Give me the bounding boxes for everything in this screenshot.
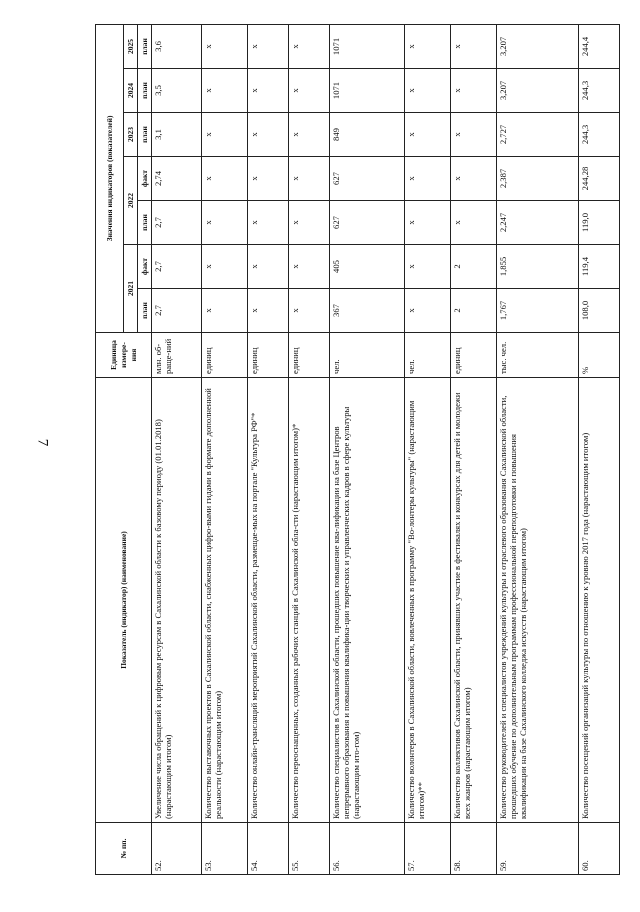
value-cell: х: [288, 289, 329, 333]
value-cell: х: [247, 24, 288, 68]
value-cell: х: [451, 69, 497, 113]
row-number: 59.: [496, 823, 578, 875]
value-cell: х: [405, 289, 451, 333]
table-row: [496, 24, 578, 874]
indicator-name: Количество выставочных проектов в Сахалинской области, снабженных цифро-выми гидами в формате дополненной реальности (нарастающим итогом): [202, 378, 248, 823]
header-name: Показатель (индикатор) (наименование): [96, 378, 152, 823]
value-cell: 3,5: [152, 69, 202, 113]
value-cell: х: [288, 245, 329, 289]
indicator-name: Количество руководителей и специалистов учреждений культуры и отраслевого образования Сахалинской области, прошедших обучение по дополнительным программам профессиональной переподготовки и повышения квалификации на базе Сахалинского колледжа искусств (нарастающим итогом): [496, 378, 578, 823]
value-cell: х: [202, 69, 248, 113]
unit-cell: единиц: [202, 333, 248, 378]
value-cell: х: [288, 24, 329, 68]
value-cell: 244,28: [578, 157, 619, 201]
table-row: [578, 24, 619, 874]
header-values-group: Значения индикаторов (показателей): [96, 24, 124, 332]
row-number: 53.: [202, 823, 248, 875]
value-cell: х: [247, 157, 288, 201]
table-row: [330, 24, 405, 874]
value-cell: 2,74: [152, 157, 202, 201]
row-number: 57.: [405, 823, 451, 875]
value-cell: 1071: [330, 69, 405, 113]
value-cell: 2,7: [152, 289, 202, 333]
indicator-name: Количество посещений организаций культуры по отношению к уровню 2017 года (нарастающим итогом): [578, 378, 619, 823]
value-cell: 2,247: [496, 201, 578, 245]
value-cell: х: [451, 24, 497, 68]
indicator-name: Количество онлайн-трансляций мероприятий Сахалинской области, размещае-мых на портале "Культура РФ"*: [247, 378, 288, 823]
header-plan: план: [138, 24, 152, 68]
value-cell: х: [405, 69, 451, 113]
value-cell: х: [202, 157, 248, 201]
indicator-name: Количество переоснащенных, созданных рабочих станций в Сахалинской обла-сти (нарастающим итогом)*: [288, 378, 329, 823]
row-number: 60.: [578, 823, 619, 875]
value-cell: 1,767: [496, 289, 578, 333]
value-cell: х: [247, 113, 288, 157]
header-year-2024: 2024: [124, 69, 138, 113]
rotated-table-container: [95, 25, 620, 875]
indicator-name: Количество специалистов в Сахалинской области, прошедших повышение ква-лификации на базе Центров непрерывного образования и повышения квалифика-ции творческих и управленческих кадров в сфере культуры (нарастающим ито-гом): [330, 378, 405, 823]
indicator-name: Количество волонтеров в Сахалинской области, вовлеченных в программу "Во-лонтеры культуры" (нарастающим итогом)**: [405, 378, 451, 823]
unit-cell: млн. об-раще-ний: [152, 333, 202, 378]
header-plan: план: [138, 69, 152, 113]
unit-cell: тыс. чел.: [496, 333, 578, 378]
value-cell: 244,3: [578, 113, 619, 157]
header-fact: факт: [138, 157, 152, 201]
value-cell: х: [405, 113, 451, 157]
header-year-2023: 2023: [124, 113, 138, 157]
value-cell: 2,727: [496, 113, 578, 157]
header-plan: план: [138, 201, 152, 245]
value-cell: х: [202, 201, 248, 245]
value-cell: х: [451, 201, 497, 245]
value-cell: х: [405, 201, 451, 245]
value-cell: 3,207: [496, 69, 578, 113]
value-cell: х: [202, 289, 248, 333]
value-cell: 2: [451, 289, 497, 333]
value-cell: х: [247, 201, 288, 245]
value-cell: 2,387: [496, 157, 578, 201]
header-fact: факт: [138, 245, 152, 289]
table-row: [152, 24, 202, 874]
value-cell: х: [247, 289, 288, 333]
indicators-table: [95, 24, 620, 875]
row-number: 55.: [288, 823, 329, 875]
value-cell: 1071: [330, 24, 405, 68]
value-cell: 108,0: [578, 289, 619, 333]
value-cell: х: [451, 113, 497, 157]
value-cell: 627: [330, 201, 405, 245]
value-cell: 405: [330, 245, 405, 289]
value-cell: 119,4: [578, 245, 619, 289]
value-cell: 3,6: [152, 24, 202, 68]
table-row: [451, 24, 497, 874]
value-cell: 367: [330, 289, 405, 333]
value-cell: х: [288, 201, 329, 245]
value-cell: 1,855: [496, 245, 578, 289]
row-number: 56.: [330, 823, 405, 875]
header-num: № пп.: [96, 823, 152, 875]
value-cell: 2,7: [152, 201, 202, 245]
unit-cell: единиц: [288, 333, 329, 378]
value-cell: 119,0: [578, 201, 619, 245]
unit-cell: чел.: [405, 333, 451, 378]
value-cell: х: [288, 113, 329, 157]
value-cell: х: [288, 69, 329, 113]
header-year-2021: 2021: [124, 245, 138, 333]
value-cell: 2: [451, 245, 497, 289]
table-row: [288, 24, 329, 874]
unit-cell: чел.: [330, 333, 405, 378]
value-cell: 244,4: [578, 24, 619, 68]
unit-cell: единиц: [451, 333, 497, 378]
unit-cell: %: [578, 333, 619, 378]
value-cell: х: [451, 157, 497, 201]
row-number: 52.: [152, 823, 202, 875]
indicator-name: Количество коллективов Сахалинской области, принявших участие в фестивалях и конкурсах для детей и молодежи всех жанров (нарастающим итогом): [451, 378, 497, 823]
page-number: 7: [34, 438, 51, 447]
table-row: [247, 24, 288, 874]
value-cell: х: [405, 245, 451, 289]
header-unit: Единица измере-ния: [96, 333, 152, 378]
table-row: [405, 24, 451, 874]
header-plan: план: [138, 113, 152, 157]
value-cell: 627: [330, 157, 405, 201]
value-cell: х: [288, 157, 329, 201]
value-cell: 3,207: [496, 24, 578, 68]
row-number: 58.: [451, 823, 497, 875]
value-cell: х: [405, 157, 451, 201]
header-year-2022: 2022: [124, 157, 138, 245]
table-row: [202, 24, 248, 874]
header-plan: план: [138, 289, 152, 333]
value-cell: 849: [330, 113, 405, 157]
value-cell: 2,7: [152, 245, 202, 289]
value-cell: х: [247, 69, 288, 113]
indicator-name: Увеличение числа обращений к цифровым ресурсам в Сахалинской области к базовому периоду (01.01.2018) (нарастающим итогом): [152, 378, 202, 823]
row-number: 54.: [247, 823, 288, 875]
value-cell: х: [405, 24, 451, 68]
value-cell: х: [202, 113, 248, 157]
value-cell: х: [247, 245, 288, 289]
unit-cell: единиц: [247, 333, 288, 378]
value-cell: х: [202, 24, 248, 68]
value-cell: х: [202, 245, 248, 289]
value-cell: 3,1: [152, 113, 202, 157]
header-year-2025: 2025: [124, 24, 138, 68]
value-cell: 244,3: [578, 69, 619, 113]
